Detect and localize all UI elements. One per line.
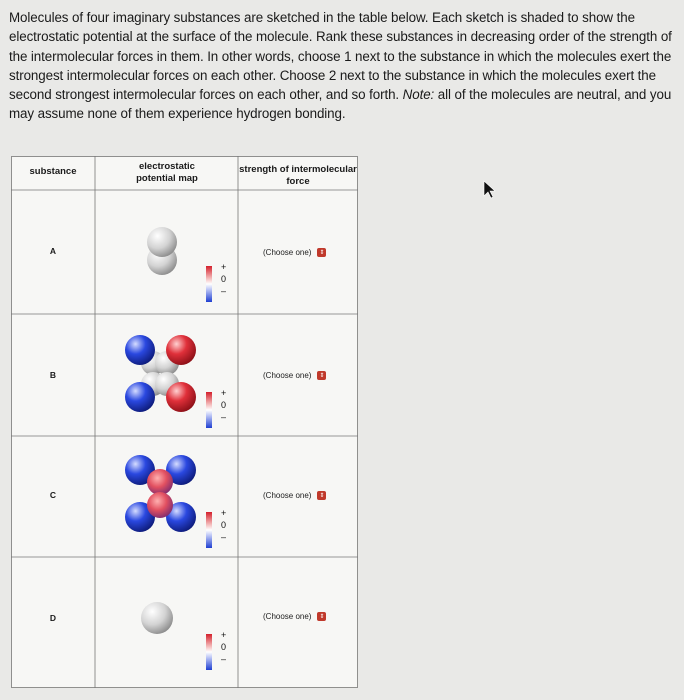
scale-minus-c: – [221,532,227,542]
dropdown-icon: ⇕ [319,492,325,499]
strength-select-d-label: (Choose one) [263,612,312,621]
strength-select-a[interactable] [263,248,326,257]
row-c-label: C [49,490,57,500]
instructions-part2: all of the molecules are neutral, and you may assume none of them experience hydrogen bonding. [9,87,672,122]
strength-select-b[interactable] [263,371,326,380]
scale-minus-b: – [221,412,227,422]
molecule-b-map [117,332,203,422]
strength-select-a-label: (Choose one) [263,248,312,257]
note-label: Note: [402,87,435,103]
scale-zero-c: 0 [221,520,227,530]
scale-minus-a: – [221,286,227,296]
row-b-label: B [49,370,57,380]
header-substance: substance [29,166,77,177]
potential-scale-a [204,264,216,304]
strength-select-d[interactable] [263,612,326,621]
scale-plus-d: + [221,630,227,640]
scale-plus-b: + [221,388,227,398]
strength-select-b-label: (Choose one) [263,371,312,380]
row-d-label: D [49,613,57,623]
dropdown-icon: ⇕ [319,249,325,256]
scale-minus-d: – [221,654,227,664]
scale-zero-d: 0 [221,642,227,652]
row-a-label: A [49,246,57,256]
potential-scale-b [204,390,216,430]
molecule-a-map [131,222,201,282]
scale-zero-a: 0 [221,274,227,284]
mouse-pointer-icon [482,180,496,200]
dropdown-icon: ⇕ [319,372,325,379]
strength-select-c-label: (Choose one) [263,491,312,500]
molecule-d-map [137,598,177,638]
header-potential-map: electrostatic potential map [136,161,198,184]
scale-zero-b: 0 [221,400,227,410]
scale-plus-a: + [221,262,227,272]
instructions-text [9,8,681,124]
scale-plus-c: + [221,508,227,518]
dropdown-icon: ⇕ [319,613,325,620]
potential-scale-d [204,632,216,672]
instructions-part1: Molecules of four imaginary substances are sketched in the table below. Each sketch is shaded to show the electrostatic potential at the surface of the molecule. Rank these substances in decreasing order of the strength of the intermolecular forces in them. In other words, choose 1 next to the substance in which the molecules exert the strongest intermolecular forces on each other. Choose 2 next to the substance in which the molecules exert the second strongest intermolecular forces on each other, and so forth. [9,10,672,103]
header-strength: strength of intermolecular force [239,164,357,187]
molecule-c-map [117,452,203,542]
potential-scale-c [204,510,216,550]
substances-table [11,156,358,688]
strength-select-c[interactable] [263,491,326,500]
